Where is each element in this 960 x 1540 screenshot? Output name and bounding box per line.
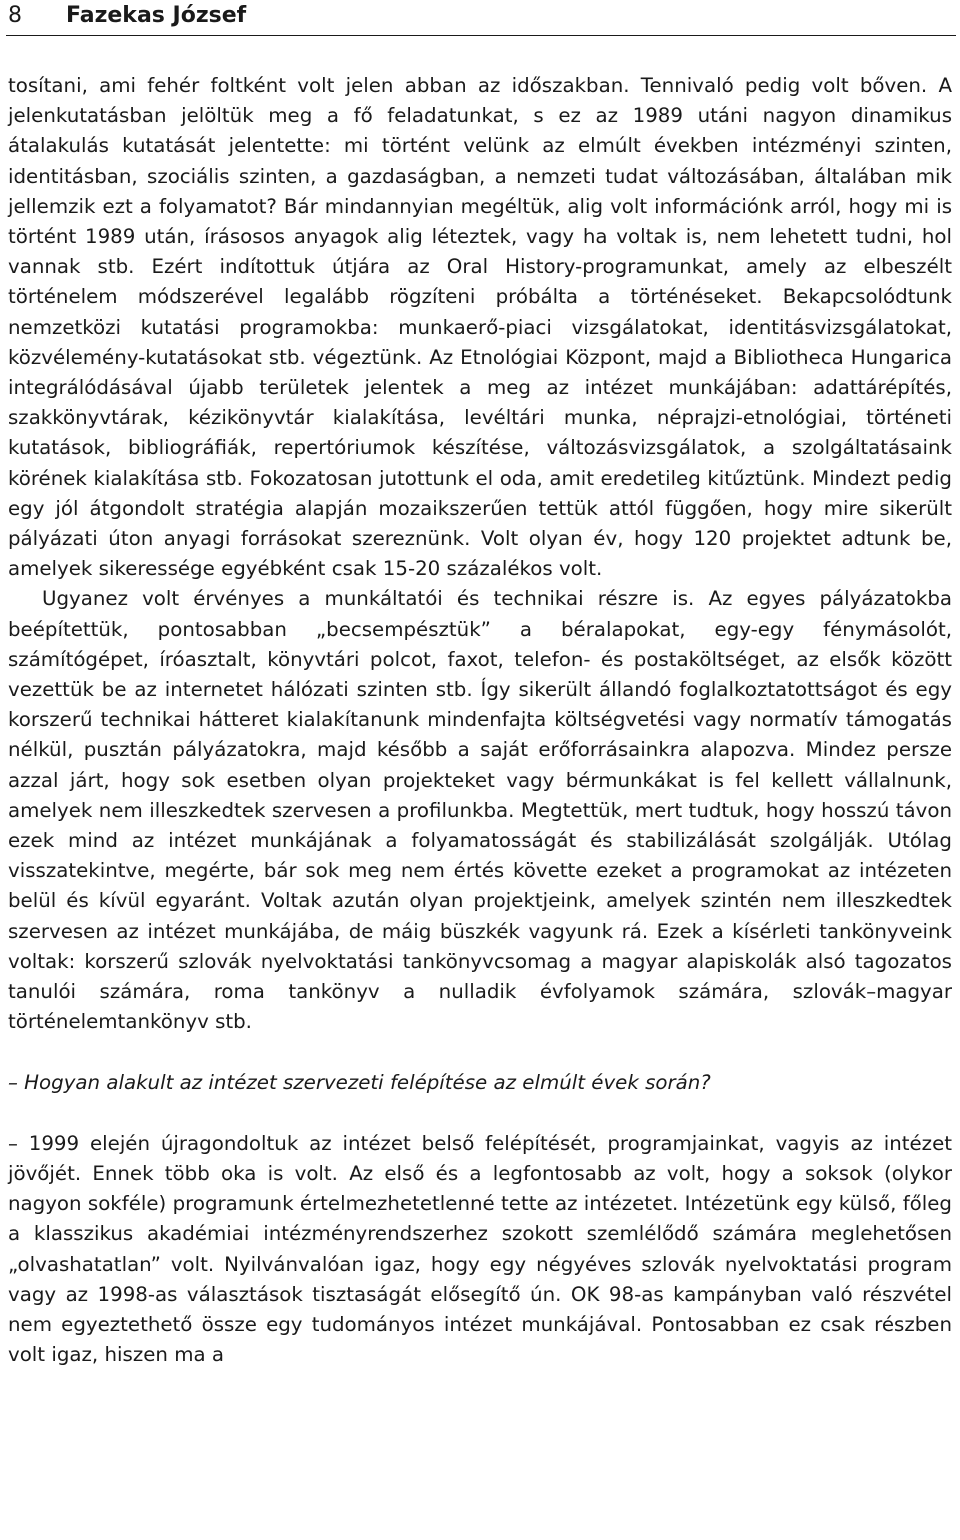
- paragraph-2: Ugyanez volt érvényes a munkáltatói és technikai részre is. Az egyes pályázatokba beépítettük, pontosabban „becsempésztük” a béralapokat, egy-egy fénymásolót, számítógépet, íróasztalt, könyvtári polcot, faxot, telefon- és postaköltséget, az elsők között vezettük be az internetet hálózati szinten stb. Így sikerült állandó foglalkoztatottságot és egy korszerű technikai hátteret kialakítanunk mindenfajta költségvetési vagy normatív támogatás nélkül, pusztán pályázatokra, majd később a saját erőforrásainkra alapozva. Mindez persze azzal járt, hogy sok esetben olyan projekteket vagy bérmunkákat is fel kellett vállalnunk, amelyek nem illeszkedtek szervesen a profilunkba. Megtettük, mert tudtuk, hogy hosszú távon ezek mind az intézet munkájának a folyamatosságát és stabilizálását szolgálják. Utólag visszatekintve, megérte, bár sok meg nem értés követte ezeket a programokat az intézeten belül és kívül egyaránt. Voltak azután olyan projektjeink, amelyek szintén nem illeszkedtek szervesen az intézet munkájába, de máig büszkék vagyunk rá. Ezek a kísérleti tankönyveink voltak: korszerű szlovák nyelvoktatási tankönyvcsomag a magyar alapiskolák alsó tagozatos tanulói számára, roma tankönyv a nulladik évfolyamok számára, szlovák–magyar történelemtankönyv stb.: [8, 587, 952, 1034]
- interview-answer: – 1999 elején újragondoltuk az intézet belső felépítését, programjainkat, vagyis az intézet jövőjét. Ennek több oka is volt. Az első és a legfontosabb az volt, hogy a soksok (olykor nagyon sokféle) programunk értelmezhetetlenné tette az intézetet. Intézetünk egy külső, főleg a klasszikus akadémiai intézményrendszerhez szokott szemlélődő számára meglehetősen „olvashatatlan” volt. Nyilvánvalóan igaz, hogy egy négyéves szlovák nyelvoktatási program vagy az 1998-as választások tisztaságát elősegítő ún. OK 98-as kampányban való részvétel nem egyeztethető össze egy tudományos intézet munkájával. Pontosabban ez csak részben volt igaz, hiszen ma a: [8, 1131, 952, 1367]
- paragraph-1: tosítani, ami fehér foltként volt jelen abban az időszakban. Tennivaló pedig volt bőven. A jelenkutatásban jelöltük meg a fő feladatunkat, s ez az 1989 utáni nagyon dinamikus átalakulás kutatását jelentette: mi történt velünk az elmúlt években intézményi szinten, identitásban, szociális szinten, a gazdaságban, a nemzeti tudat változásában, általában mik jellemzik ezt a folyamatot? Bár mindannyian megéltük, alig volt információnk arról, hogy mi is történt 1989 után, írásosos anyagok alig léteztek, vagy ha voltak is, nem lehetett tudni, hol vannak stb. Ezért indítottuk útjára az Oral History-programunkat, amely az elbeszélt történelem módszerével legalább rögzíteni próbálta a történéseket. Bekapcsolódtunk nemzetközi kutatási programokba: munkaerő-piaci vizsgálatokat, identitásvizsgálatokat, közvélemény-kutatásokat stb. végeztünk. Az Etnológiai Központ, majd a Bibliotheca Hungarica integrálódásával újabb területek jelentek a meg az intézet munkájában: adattárépítés, szakkönyvtárak, kézikönyvtár kialakítása, levéltári munka, néprajzi-etnológiai, történeti kutatások, bibliográfiák, repertóriumok készítése, változásvizsgálatok, a szolgáltatásaink körének kialakítása stb. Fokozatosan jutottunk el oda, amit eredetileg kitűztünk. Mindezt pedig egy jól átgondolt stratégia alapján mozaikszerűen tettük attól függően, hogy mire sikerült pályázati úton anyagi forrásokat szereznünk. Volt olyan év, hogy 120 projektet adtunk be, amelyek sikeressége egyébként csak 15-20 százalékos volt.: [8, 74, 952, 581]
- page-number: 8: [8, 3, 22, 28]
- author-name: Fazekas József: [66, 3, 247, 28]
- interview-question: – Hogyan alakult az intézet szervezeti felépítése az elmúlt évek során?: [8, 1070, 711, 1094]
- running-header: [8, 2, 956, 32]
- header-rule: [6, 35, 956, 36]
- body-text: [8, 71, 952, 1370]
